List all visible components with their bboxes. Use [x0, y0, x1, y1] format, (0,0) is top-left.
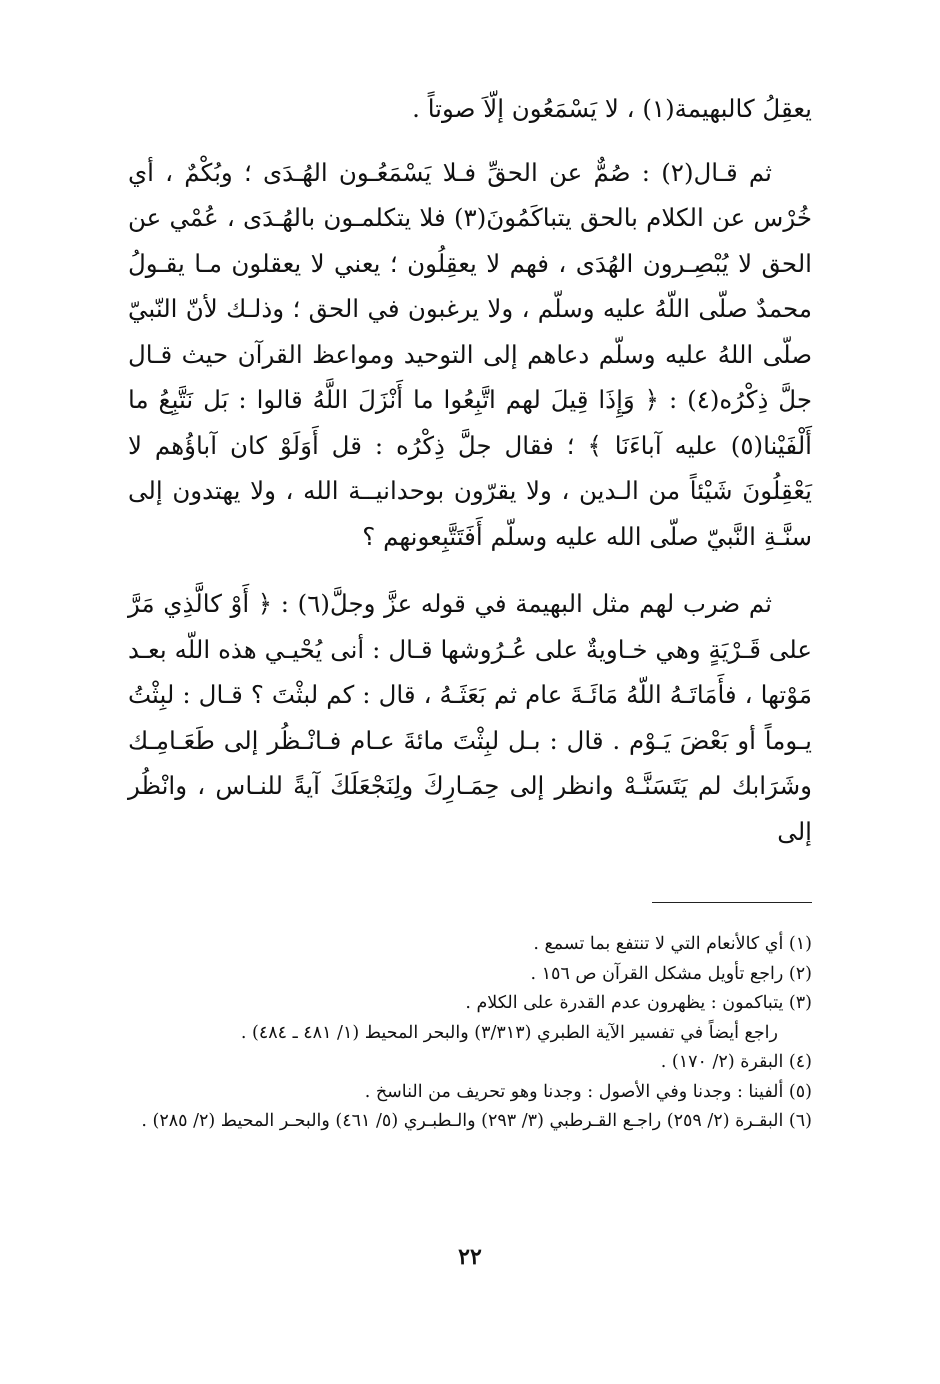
footnote-3: (٣) يتباكمون : يظهرون عدم القدرة على الكلام .	[465, 993, 812, 1013]
paragraph-mathal: ثم ضرب لهم مثل البهيمة في قوله عزَّ وجلَّ(٦) : ﴿ أَوْ كالَّذِي مَرَّ على قَـرْيَةٍ وهي خـاويةٌ على عُـرُوشها قـال : أنى يُحْيـي هذه اللّه بعـد مَوْتها ، فأَمَاتَـهُ اللّهُ مَائَـةَ عام ثم بَعَثَـهُ ، قال : كم لبثْتَ ؟ قـال : لبِثْتُ يـوماً أو بَعْضَ يَـوْم . قال : بـل لبِثْتَ مائةَ عـام فـانْـظُر إلى طَعَـامِـك وشَرَابك لم يَتَسَنَّـهْ وانظر إلى حِمَـارِكَ ولِنَجْعَلَكَ آيةً للنـاس ، وانْظُر إلى	[128, 589, 812, 846]
page-number: ٢٢	[458, 1244, 482, 1270]
footnote-1: (١) أي كالأنعام التي لا تنتفع بما تسمع .	[533, 934, 812, 954]
footnotes-section	[128, 930, 812, 1137]
footnote-6: (٦) البقـرة (٢/ ٢٥٩) راجـع القـرطبي (٣/ ٢٩٣) والـطبـري (٥/ ٤٦١) والبحـر المحيط (٢/ ٢٨٥) .	[141, 1111, 812, 1131]
footnote-2: (٢) راجع تأويل مشكل القرآن ص ١٥٦ .	[530, 963, 812, 984]
footnote-5: (٥) ألفينا : وجدنا وفي الأصول : وجدنا وهو تحريف من الناسخ .	[364, 1081, 812, 1102]
footnote-separator	[652, 902, 812, 903]
footnote-3-continuation: راجع أيضاً في تفسير الآية الطبري (٣/٣١٣) والبحر المحيط (١/ ٤٨١ ـ ٤٨٤) .	[240, 1022, 778, 1043]
paragraph-qala: ثم قـال(٢) : صُمٌّ عن الحقِّ فـلا يَسْمَعُـون الهُـدَى ؛ وبُكْمٌ ، أي خُرْس عن الكلام بالحق يتباكَمُونَ(٣) فلا يتكلمـون بالهُـدَى ، عُمْي عن الحق لا يُبْصِـرون الهُدَى ، فهم لا يعقِلُون ؛ يعني لا يعقلون مـا يقـولُ محمدٌ صلّى اللّهُ عليه وسلّم ، ولا يرغبون في الحق ؛ وذلـك لأنّ النّبيّ صلّى اللهُ عليه وسلّم دعاهم إلى التوحيد ومواعظ القرآن حيث قـال جلَّ ذِكْرُه(٤) : ﴿ وَإِذَا قِيلَ لهم اتَّبِعُوا ما أَنْزَلَ اللَّهُ قالوا : بَل نَتَّبِعُ ما أَلْفَيْنا(٥) عليه آباءَنَا ﴾ ؛ فقال جلَّ ذِكْرُه : قل أَوَلَوْ كان آباؤُهم لا يَعْقِلُونَ شَيْئاً من الـدين ، ولا يقرّون بوحدانيــة الله ، ولا يهتدون إلى سنَّـةِ النَّبيّ صلّى الله عليه وسلّم أَفَتَتَّبِعونهم ؟	[128, 157, 812, 551]
main-text-block	[128, 86, 812, 854]
footnote-4: (٤) البقرة (٢/ ١٧٠) .	[660, 1052, 812, 1072]
paragraph-continuation: يعقِلُ كالبهيمة(١) ، لا يَسْمَعُون إلّاَ صوتاً .	[412, 94, 812, 123]
